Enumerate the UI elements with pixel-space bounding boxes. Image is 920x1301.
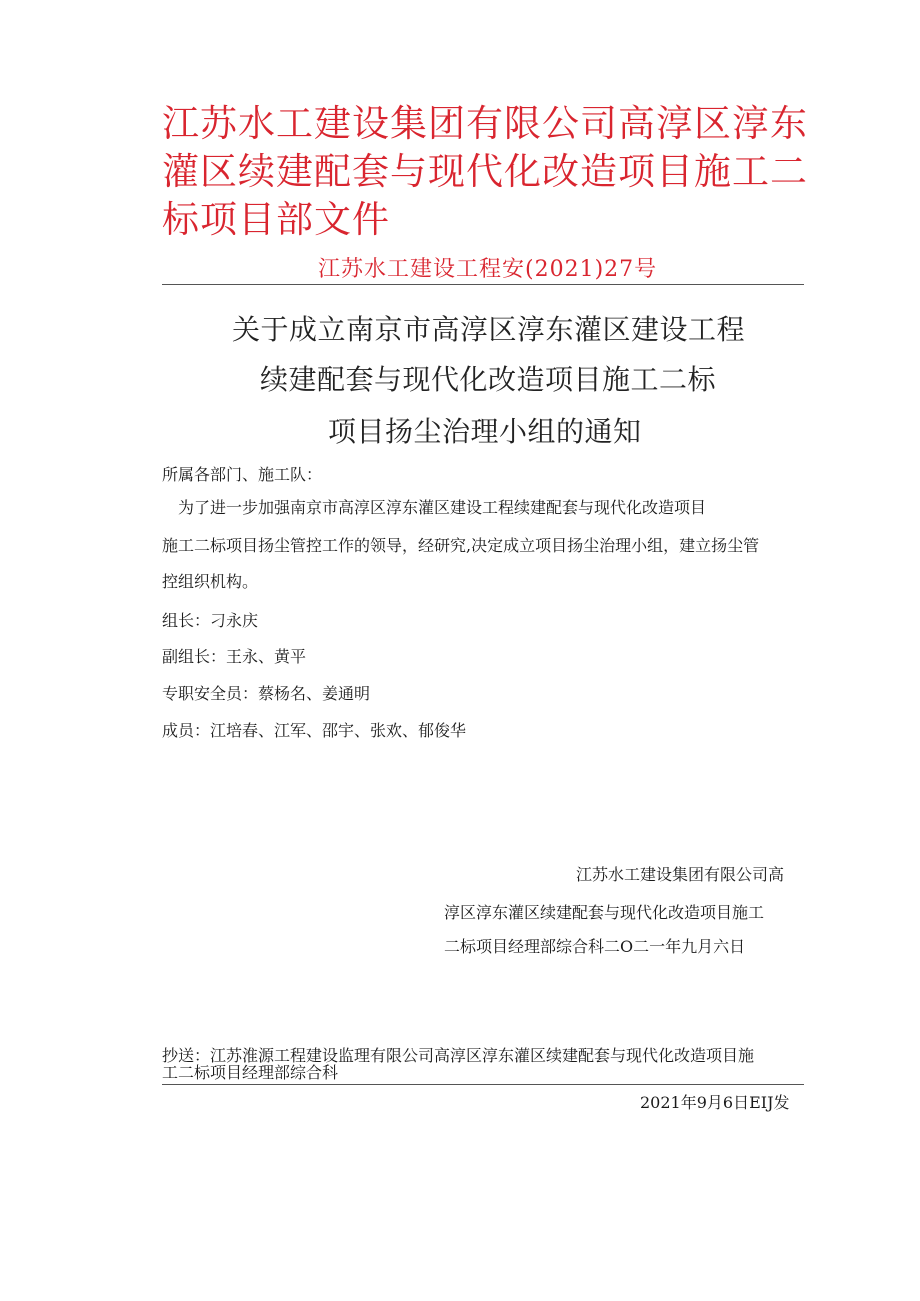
signature-line-3: 二标项目经理部综合科二O二一年九月六日	[444, 937, 746, 956]
salutation: 所属各部门、施工队：	[162, 465, 323, 484]
paragraph-line-1: 为了进一步加强南京市高淳区淳东灌区建设工程续建配套与现代化改造项目	[178, 498, 707, 517]
document-number: 江苏水工建设工程安(2021)27号	[318, 257, 658, 282]
cc-line-1: 抄送：江苏淮源工程建设监理有限公司高淳区淳东灌区续建配套与现代化改造项目施	[162, 1046, 755, 1065]
paragraph-line-2: 施工二标项目扬尘管控工作的领导，经研究,决定成立项目扬尘治理小组，建立扬尘管	[162, 536, 760, 555]
cc-line-2: 工二标项目经理部综合科	[162, 1063, 339, 1082]
safety-officer: 专职安全员：蔡杨名、姜通明	[162, 684, 371, 703]
document-header-title: 江苏水工建设集团有限公司高淳区淳东灌区续建配套与现代化改造项目施工二标项目部文件	[162, 102, 808, 241]
signature-line-2: 淳区淳东灌区续建配套与现代化改造项目施工	[444, 903, 765, 922]
notice-title-line-1: 关于成立南京市高淳区淳东灌区建设工程	[232, 313, 746, 346]
deputy-leader: 副组长：王永、黄平	[162, 647, 307, 666]
issue-date: 2021年9月6日EIJ发	[640, 1093, 790, 1112]
paragraph-line-3: 控组织机构。	[162, 572, 259, 591]
header-divider	[162, 284, 804, 285]
group-members: 成员：江培春、江军、邵宇、张欢、郁俊华	[162, 721, 467, 740]
footer-divider	[162, 1084, 804, 1085]
notice-title-line-3: 项目扬尘治理小组的通知	[328, 415, 642, 448]
group-leader: 组长：刁永庆	[162, 611, 259, 630]
notice-title-line-2: 续建配套与现代化改造项目施工二标	[260, 363, 717, 396]
signature-line-1: 江苏水工建设集团有限公司高	[576, 865, 785, 884]
